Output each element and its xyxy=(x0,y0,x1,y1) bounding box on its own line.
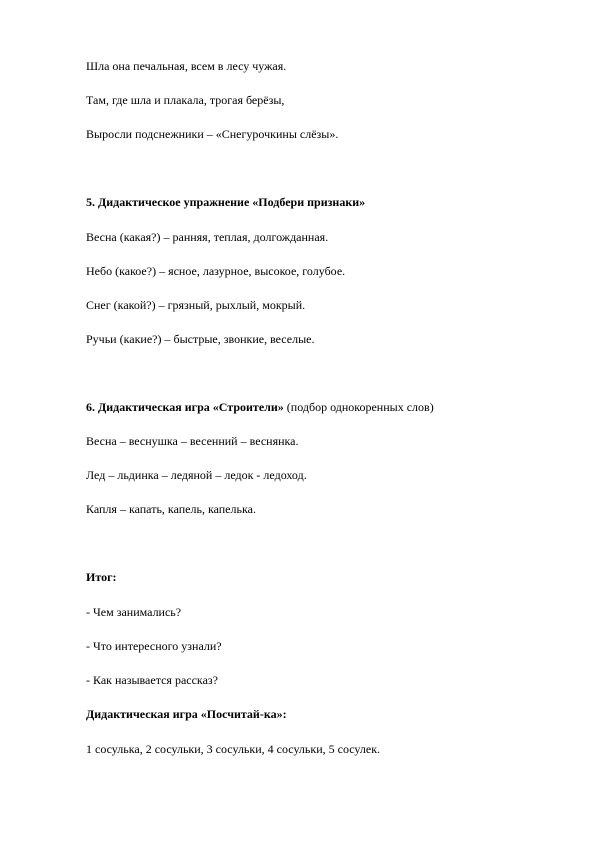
summary-heading: Итог: xyxy=(86,570,117,584)
section-5-item: Ручьи (какие?) – быстрые, звонкие, веселые. xyxy=(86,332,315,346)
game-heading: Дидактическая игра «Посчитай-ка»: xyxy=(86,707,287,721)
section-5-item: Небо (какое?) – ясное, лазурное, высокое, голубое. xyxy=(86,264,346,278)
summary-question: - Что интересного узнали? xyxy=(86,639,222,653)
section-6-heading xyxy=(86,400,434,414)
poem-line-2: Там, где шла и плакала, трогая берёзы, xyxy=(86,93,285,107)
poem-line-1: Шла она печальная, всем в лесу чужая. xyxy=(86,59,287,73)
summary-question: - Чем занимались? xyxy=(86,605,182,619)
poem-line-3: Выросли подснежники – «Снегурочкины слёзы». xyxy=(86,127,339,141)
summary-question: - Как называется рассказ? xyxy=(86,673,218,687)
game-text: 1 сосулька, 2 сосульки, 3 сосульки, 4 сосульки, 5 сосулек. xyxy=(86,742,381,756)
section-6-heading-note: (подбор однокоренных слов) xyxy=(283,400,434,414)
section-6-item: Капля – капать, капель, капелька. xyxy=(86,502,256,516)
section-5-item: Снег (какой?) – грязный, рыхлый, мокрый. xyxy=(86,298,306,312)
section-6-heading-title: 6. Дидактическая игра «Строители» xyxy=(86,400,284,414)
section-6-item: Лед – льдинка – ледяной – ледок - ледоход. xyxy=(86,468,307,482)
section-5-item: Весна (какая?) – ранняя, теплая, долгожданная. xyxy=(86,230,329,244)
section-5-heading: 5. Дидактическое упражнение «Подбери признаки» xyxy=(86,195,366,209)
section-6-item: Весна – веснушка – весенний – веснянка. xyxy=(86,434,299,448)
